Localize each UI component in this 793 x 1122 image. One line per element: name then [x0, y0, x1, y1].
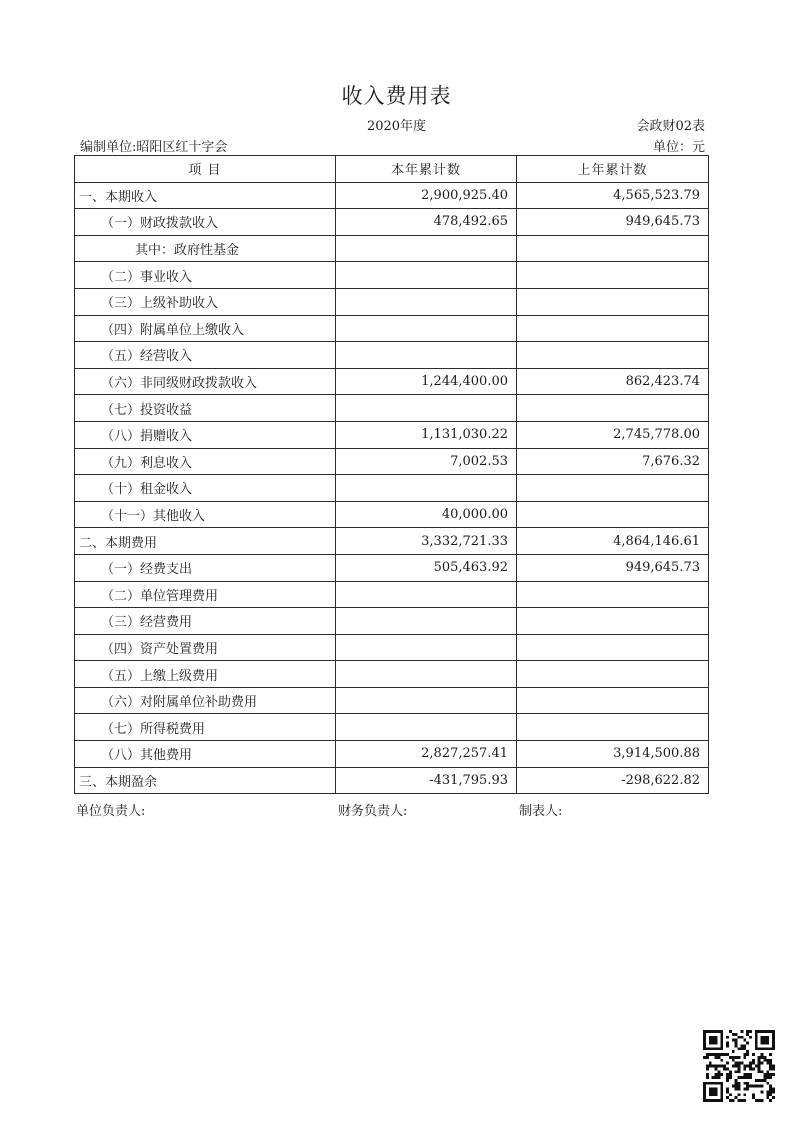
- row-previous-year-value: 862,423.74: [517, 368, 709, 395]
- table-header-row: [75, 156, 709, 183]
- row-current-year-value: 2,827,257.41: [336, 741, 517, 768]
- row-current-year-value: [336, 395, 517, 422]
- row-label: （四）附属单位上缴收入: [75, 315, 336, 342]
- qr-code-icon: [703, 1030, 775, 1102]
- row-current-year-value: [336, 581, 517, 608]
- row-previous-year-value: -298,622.82: [517, 767, 709, 794]
- report-title: 收入费用表: [341, 84, 452, 108]
- table-row: [75, 288, 709, 315]
- row-current-year-value: [336, 315, 517, 342]
- row-previous-year-value: 4,565,523.79: [517, 182, 709, 209]
- row-label: （六）非同级财政拨款收入: [75, 368, 336, 395]
- row-current-year-value: 1,131,030.22: [336, 421, 517, 448]
- row-label: 二、本期费用: [75, 528, 336, 555]
- row-label: （七）投资收益: [75, 395, 336, 422]
- income-expense-table: [74, 155, 709, 794]
- unit-head-signature-label: 单位负责人:: [76, 804, 146, 819]
- row-previous-year-value: [517, 395, 709, 422]
- row-current-year-value: [336, 634, 517, 661]
- row-previous-year-value: 7,676.32: [517, 448, 709, 475]
- table-row: [75, 608, 709, 635]
- row-label: （七）所得税费用: [75, 714, 336, 741]
- row-label: （二）事业收入: [75, 262, 336, 289]
- row-current-year-value: -431,795.93: [336, 767, 517, 794]
- table-row: [75, 714, 709, 741]
- row-label: 一、本期收入: [75, 182, 336, 209]
- row-previous-year-value: [517, 581, 709, 608]
- row-current-year-value: [336, 475, 517, 502]
- row-label: （三）上级补助收入: [75, 288, 336, 315]
- form-code: 会政财02表: [636, 119, 705, 134]
- row-previous-year-value: 949,645.73: [517, 554, 709, 581]
- row-current-year-value: 1,244,400.00: [336, 368, 517, 395]
- table-row: [75, 554, 709, 581]
- row-label: （五）上缴上级费用: [75, 661, 336, 688]
- row-label: （九）利息收入: [75, 448, 336, 475]
- table-row: [75, 209, 709, 236]
- row-label: （一）经费支出: [75, 554, 336, 581]
- row-label: （三）经营费用: [75, 608, 336, 635]
- table-row: [75, 421, 709, 448]
- row-label: 三、本期盈余: [75, 767, 336, 794]
- row-previous-year-value: [517, 475, 709, 502]
- table-row: [75, 235, 709, 262]
- row-previous-year-value: [517, 687, 709, 714]
- row-label: 其中：政府性基金: [75, 235, 336, 262]
- row-previous-year-value: [517, 634, 709, 661]
- preparer-signature-label: 制表人:: [519, 804, 563, 819]
- row-previous-year-value: [517, 661, 709, 688]
- table-row: [75, 315, 709, 342]
- row-previous-year-value: [517, 342, 709, 369]
- report-year: 2020年度: [366, 119, 427, 134]
- row-previous-year-value: [517, 608, 709, 635]
- table-row: [75, 368, 709, 395]
- table-row: [75, 395, 709, 422]
- table-row: [75, 475, 709, 502]
- row-current-year-value: 478,492.65: [336, 209, 517, 236]
- row-current-year-value: [336, 288, 517, 315]
- table-row: [75, 581, 709, 608]
- row-label: （八）捐赠收入: [75, 421, 336, 448]
- row-label: （八）其他费用: [75, 741, 336, 768]
- table-row: [75, 687, 709, 714]
- row-label: （六）对附属单位补助费用: [75, 687, 336, 714]
- row-label: （十）租金收入: [75, 475, 336, 502]
- table-row: [75, 767, 709, 794]
- row-current-year-value: [336, 661, 517, 688]
- currency-unit: 单位：元: [652, 140, 705, 155]
- finance-head-signature-label: 财务负责人:: [338, 804, 408, 819]
- row-previous-year-value: [517, 288, 709, 315]
- table-row: [75, 182, 709, 209]
- row-current-year-value: 3,332,721.33: [336, 528, 517, 555]
- row-current-year-value: [336, 262, 517, 289]
- preparing-organization: 编制单位:昭阳区红十字会: [80, 140, 228, 155]
- header-item: 项 目: [75, 156, 336, 183]
- row-previous-year-value: 2,745,778.00: [517, 421, 709, 448]
- row-label: （四）资产处置费用: [75, 634, 336, 661]
- header-current-year: 本年累计数: [336, 156, 517, 183]
- row-previous-year-value: 4,864,146.61: [517, 528, 709, 555]
- row-label: （一）财政拨款收入: [75, 209, 336, 236]
- row-current-year-value: [336, 342, 517, 369]
- row-previous-year-value: [517, 262, 709, 289]
- row-previous-year-value: 949,645.73: [517, 209, 709, 236]
- row-current-year-value: 2,900,925.40: [336, 182, 517, 209]
- table-row: [75, 661, 709, 688]
- row-current-year-value: [336, 714, 517, 741]
- table-row: [75, 342, 709, 369]
- row-current-year-value: 40,000.00: [336, 501, 517, 528]
- row-current-year-value: 7,002.53: [336, 448, 517, 475]
- table-row: [75, 528, 709, 555]
- row-previous-year-value: [517, 501, 709, 528]
- header-previous-year: 上年累计数: [517, 156, 709, 183]
- row-previous-year-value: [517, 235, 709, 262]
- table-row: [75, 448, 709, 475]
- row-previous-year-value: [517, 315, 709, 342]
- row-current-year-value: [336, 235, 517, 262]
- row-previous-year-value: [517, 714, 709, 741]
- row-label: （二）单位管理费用: [75, 581, 336, 608]
- row-label: （五）经营收入: [75, 342, 336, 369]
- row-current-year-value: [336, 608, 517, 635]
- row-label: （十一）其他收入: [75, 501, 336, 528]
- table-row: [75, 634, 709, 661]
- row-current-year-value: [336, 687, 517, 714]
- row-current-year-value: 505,463.92: [336, 554, 517, 581]
- table-row: [75, 262, 709, 289]
- table-row: [75, 741, 709, 768]
- table-row: [75, 501, 709, 528]
- row-previous-year-value: 3,914,500.88: [517, 741, 709, 768]
